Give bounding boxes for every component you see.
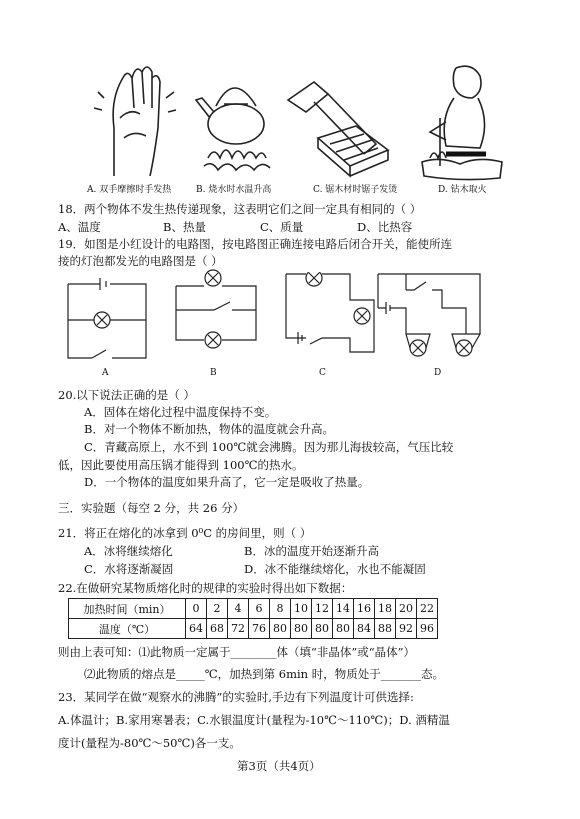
table-cell: 4 <box>228 599 249 619</box>
q21-option-c: C．水将逐渐凝固 <box>84 562 174 576</box>
caption-a: A. 双手摩擦时手发热 <box>87 185 172 195</box>
q20-option-c-line2: 低，因此要使用高压锅才能得到 100℃的热水。 <box>58 458 304 472</box>
circuit-label-c: C <box>319 368 326 378</box>
q22-data-table <box>68 598 438 639</box>
q23-line2: A.体温计；B.家用寒暑表；C.水银温度计(量程为-10℃～110℃)；D. 酒精温 <box>58 713 450 727</box>
circuit-d <box>376 268 482 364</box>
table-cell: 80 <box>312 619 333 639</box>
q22-line2: ⑵此物质的熔点是_____℃，加热到第 6min 时，物质处于_______态。 <box>84 667 444 681</box>
q21-option-a: A．冰将继续熔化 <box>84 544 173 558</box>
circuit-label-a: A <box>102 368 109 378</box>
circuit-c <box>280 272 376 360</box>
table-cell: 18 <box>375 599 396 619</box>
table-cell: 20 <box>396 599 417 619</box>
table-cell: 80 <box>291 619 312 639</box>
table-cell: 16 <box>354 599 375 619</box>
circuit-a <box>66 272 148 360</box>
table-cell: 84 <box>354 619 375 639</box>
q21-stem: 21．将正在熔化的冰拿到 0⁰C 的房间里，则（ ） <box>58 526 312 540</box>
q20-option-b: B．对一个物体不断加热，物体的温度就会升高。 <box>84 422 334 436</box>
q18-option-a: A、温度 <box>58 220 101 234</box>
figure-kettle <box>194 66 278 182</box>
circuit-b <box>174 268 258 360</box>
table-cell: 10 <box>291 599 312 619</box>
table-cell: 68 <box>207 619 228 639</box>
q18-option-b: B、热量 <box>163 220 206 234</box>
q19-stem-line1: 19．如图是小红设计的电路图，按电路图正确连接电路后闭合开关，能使所连 <box>58 237 453 251</box>
q21-option-b: B．冰的温度开始逐渐升高 <box>244 544 379 558</box>
table-cell: 64 <box>186 619 207 639</box>
q18-option-c: C、质量 <box>260 220 304 234</box>
table-cell: 92 <box>396 619 417 639</box>
q23-line1: 23．某同学在做“观察水的沸腾”的实验时,手边有下列温度计可供选择: <box>58 690 414 704</box>
figure-hands-rubbing <box>84 58 184 182</box>
table-cell: 8 <box>270 599 291 619</box>
q20-option-c-line1: C．青藏高原上，水不到 100℃就会沸腾。因为那儿海拔较高，气压比较 <box>84 440 454 454</box>
circuit-label-d: D <box>434 368 442 378</box>
q23-line3: 度计(量程为-80℃～50℃)各一支。 <box>58 736 241 750</box>
table-cell: 80 <box>270 619 291 639</box>
table-cell: 22 <box>417 599 438 619</box>
q20-option-d: D．一个物体的温度如果升高了，它一定是吸收了热量。 <box>84 475 370 489</box>
table-cell: 72 <box>228 619 249 639</box>
figure-sawing-wood <box>284 72 392 184</box>
q19-stem-line2: 接的灯泡都发光的电路图是（ ） <box>58 254 223 268</box>
q21-option-d: D．冰不能继续熔化，水也不能凝固 <box>244 562 426 576</box>
row-label: 加热时间（min） <box>69 599 186 619</box>
caption-c: C. 锯木材时锯子发烫 <box>313 185 398 195</box>
table-cell: 12 <box>312 599 333 619</box>
q18-option-d: D、比热容 <box>357 220 413 234</box>
q22-stem: 22.在做研究某物质熔化时的规律的实验时得出如下数据： <box>58 581 353 595</box>
q20-option-a: A．固体在熔化过程中温度保持不变。 <box>84 405 277 419</box>
q20-stem: 20.以下说法正确的是（ ） <box>58 388 195 402</box>
row-label: 温度（℃） <box>69 619 186 639</box>
table-cell: 80 <box>333 619 354 639</box>
table-cell: 0 <box>186 599 207 619</box>
table-cell: 88 <box>375 619 396 639</box>
table-cell: 14 <box>333 599 354 619</box>
table-cell: 6 <box>249 599 270 619</box>
table-cell: 96 <box>417 619 438 639</box>
q22-line1: 则由上表可知：⑴此物质一定属于________体（填“非晶体”或“晶体”） <box>58 645 416 659</box>
table-row-time <box>69 599 438 619</box>
circuit-label-b: B <box>210 368 217 378</box>
table-cell: 76 <box>249 619 270 639</box>
caption-d: D. 钻木取火 <box>438 185 487 195</box>
page-number-footer: 第3页（共4页） <box>237 759 321 773</box>
table-row-temp <box>69 619 438 639</box>
table-cell: 2 <box>207 599 228 619</box>
figure-drilling-fire <box>416 62 508 186</box>
caption-b: B. 烧水时水温升高 <box>196 185 272 195</box>
q18-stem: 18．两个物体不发生热传递现象，这表明它们之间一定具有相同的（ ） <box>58 202 422 216</box>
section-3-title: 三．实验题（每空 2 分，共 26 分） <box>58 501 245 515</box>
